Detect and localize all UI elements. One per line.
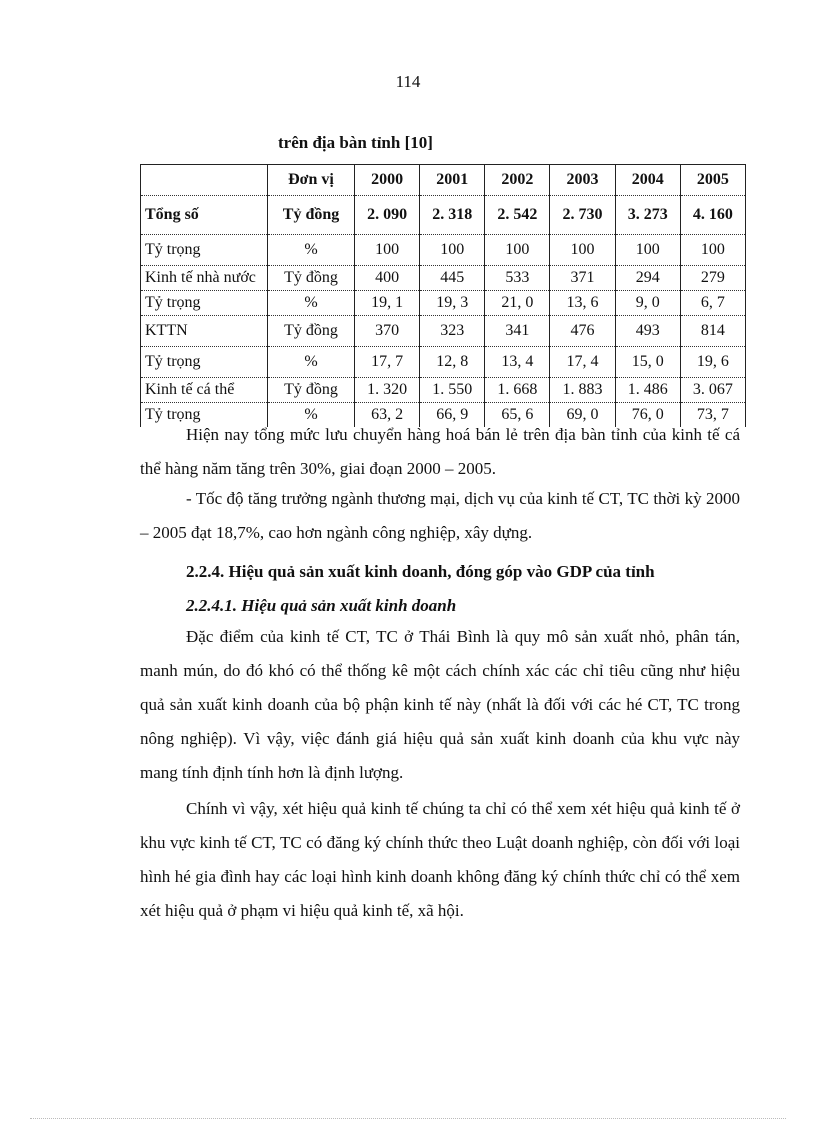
table-row (141, 291, 746, 316)
table-cell: 370 (355, 316, 420, 347)
table-cell: Tỷ đồng (268, 266, 355, 291)
header-cell: 2001 (420, 165, 485, 196)
table-cell: Tổng số (141, 196, 268, 235)
table-cell: Tỷ đồng (268, 196, 355, 235)
table-row (141, 316, 746, 347)
table-cell: KTTN (141, 316, 268, 347)
table-cell: 66, 9 (420, 403, 485, 428)
table-cell: 13, 4 (485, 347, 550, 378)
table-cell: % (268, 347, 355, 378)
table-cell: 6, 7 (680, 291, 745, 316)
subsection-heading: 2.2.4.1. Hiệu quả sản xuất kinh doanh (186, 596, 457, 615)
table-cell: % (268, 235, 355, 266)
table-cell: 12, 8 (420, 347, 485, 378)
table-cell: 1. 320 (355, 378, 420, 403)
table-cell: Kinh tế nhà nước (141, 266, 268, 291)
table-cell: 76, 0 (615, 403, 680, 428)
table-row (141, 196, 746, 235)
table-cell: 814 (680, 316, 745, 347)
header-cell: 2003 (550, 165, 615, 196)
table-cell: 65, 6 (485, 403, 550, 428)
paragraph-efficiency: Chính vì vậy, xét hiệu quả kinh tế chúng ta chỉ có thể xem xét hiệu quả kinh tế ở khu vực kinh tế CT, TC có đăng ký chính thức theo Luật doanh nghiệp, còn đối với loại hình hé gia đình hay các loại hình kinh doanh không đăng ký chính thức chỉ có thể xem xét hiệu quả ở phạm vi hiệu quả kinh tế, xã hội. (140, 799, 740, 920)
table-cell: 323 (420, 316, 485, 347)
table-cell: 1. 550 (420, 378, 485, 403)
table-cell: Kinh tế cá thể (141, 378, 268, 403)
table-cell: 9, 0 (615, 291, 680, 316)
statistics-table (140, 164, 746, 427)
table-cell: Tỷ trọng (141, 235, 268, 266)
table-cell: 294 (615, 266, 680, 291)
table-cell: 533 (485, 266, 550, 291)
paragraph-characteristics: Đặc điểm của kinh tế CT, TC ở Thái Bình là quy mô sản xuất nhỏ, phân tán, manh mún, do đó khó có thể thống kê một cách chính xác các chỉ tiêu cũng như hiệu quả sản xuất kinh doanh của bộ phận kinh tế này (nhất là đối với các hé CT, TC trong nông nghiệp). Vì vậy, việc đánh giá hiệu quả sản xuất kinh doanh của khu vực này mang tính định tính hơn là định lượng. (140, 627, 740, 782)
header-cell: Đơn vị (268, 165, 355, 196)
header-cell: 2000 (355, 165, 420, 196)
table-cell: 493 (615, 316, 680, 347)
table-cell: Tỷ trọng (141, 347, 268, 378)
table-cell: 100 (420, 235, 485, 266)
table-cell: 69, 0 (550, 403, 615, 428)
page-number: 114 (395, 72, 421, 91)
table-cell: % (268, 403, 355, 428)
table-cell: 400 (355, 266, 420, 291)
table-cell: 21, 0 (485, 291, 550, 316)
section-heading: 2.2.4. Hiệu quả sản xuất kinh doanh, đóng góp vào GDP của tỉnh (186, 562, 655, 581)
table-cell: 100 (550, 235, 615, 266)
table-cell: Tỷ trọng (141, 291, 268, 316)
table-cell: 13, 6 (550, 291, 615, 316)
table-row (141, 378, 746, 403)
table-cell: 1. 668 (485, 378, 550, 403)
table-cell: 1. 883 (550, 378, 615, 403)
table-row (141, 266, 746, 291)
table-cell: 17, 4 (550, 347, 615, 378)
table-cell: % (268, 291, 355, 316)
paragraph-trade-growth: - Tốc độ tăng trưởng ngành thương mại, dịch vụ của kinh tế CT, TC thời kỳ 2000 – 2005 đạt 18,7%, cao hơn ngành công nghiệp, xây dựng. (140, 489, 740, 542)
table-cell: 341 (485, 316, 550, 347)
table-cell: 100 (680, 235, 745, 266)
page-bottom-divider (30, 1118, 786, 1119)
table-cell: 19, 6 (680, 347, 745, 378)
table-cell: 73, 7 (680, 403, 745, 428)
table-cell: 3. 067 (680, 378, 745, 403)
table-cell: Tỷ trọng (141, 403, 268, 428)
table-cell: 100 (485, 235, 550, 266)
table-row (141, 347, 746, 378)
header-cell: 2005 (680, 165, 745, 196)
table-cell: 2. 318 (420, 196, 485, 235)
table-cell: 17, 7 (355, 347, 420, 378)
table-cell: Tỷ đồng (268, 378, 355, 403)
table-cell: 371 (550, 266, 615, 291)
header-cell: 2002 (485, 165, 550, 196)
header-cell (141, 165, 268, 196)
table-cell: 2. 542 (485, 196, 550, 235)
table-cell: Tỷ đồng (268, 316, 355, 347)
table-cell: 279 (680, 266, 745, 291)
table-cell: 63, 2 (355, 403, 420, 428)
table-cell: 2. 090 (355, 196, 420, 235)
paragraph-retail-growth: Hiện nay tổng mức lưu chuyển hàng hoá bán lẻ trên địa bàn tỉnh của kinh tế cá thể hàng năm tăng trên 30%, giai đoạn 2000 – 2005. (140, 425, 740, 478)
table-cell: 15, 0 (615, 347, 680, 378)
table-cell: 2. 730 (550, 196, 615, 235)
table-header-row (141, 165, 746, 196)
table-cell: 100 (615, 235, 680, 266)
table-row (141, 235, 746, 266)
table-cell: 445 (420, 266, 485, 291)
table-cell: 4. 160 (680, 196, 745, 235)
table-cell: 19, 3 (420, 291, 485, 316)
table-cell: 476 (550, 316, 615, 347)
table-cell: 3. 273 (615, 196, 680, 235)
header-cell: 2004 (615, 165, 680, 196)
table-cell: 19, 1 (355, 291, 420, 316)
table-cell: 100 (355, 235, 420, 266)
table-caption: trên địa bàn tỉnh [10] (278, 133, 433, 152)
table-cell: 1. 486 (615, 378, 680, 403)
